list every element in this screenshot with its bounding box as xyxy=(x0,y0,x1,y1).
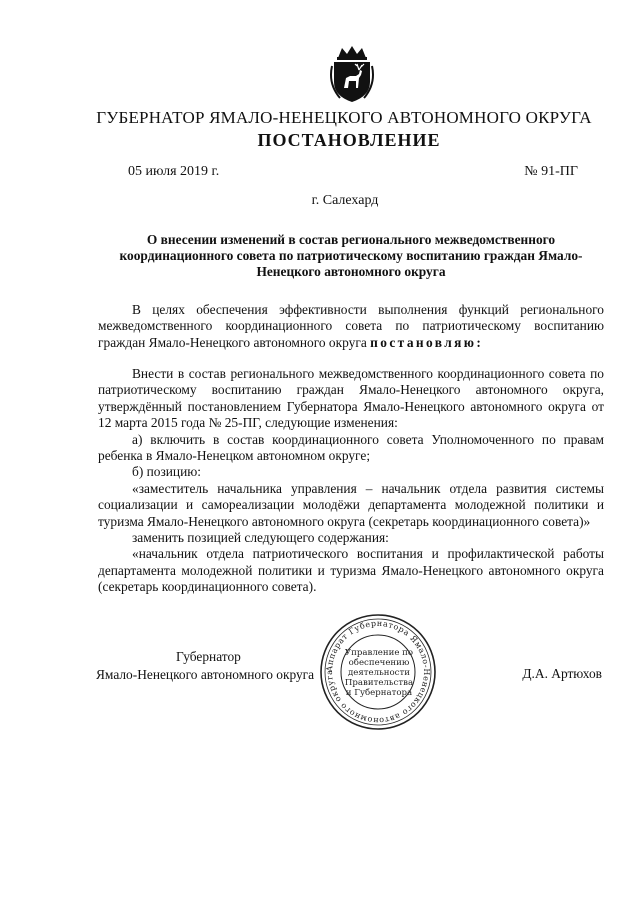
stamp-line: Управление по xyxy=(344,648,414,658)
document-city: г. Салехард xyxy=(311,193,379,208)
stamp-line: и Губернатора xyxy=(345,688,413,698)
document-title: О внесении изменений в состав регионального межведомственного координационного совета по патриотическому воспитанию граждан Ямало-Ненецкого автономного округа xyxy=(119,232,583,279)
body-paragraph-b: б) позицию: xyxy=(132,464,201,480)
stamp-line: обеспечению xyxy=(348,658,410,668)
document-date: 05 июля 2019 г. xyxy=(128,164,220,179)
preamble-text: В целях обеспечения эффективности выполнения функций регионального межведомственного координационного совета по патриотическому воспитанию граждан Ямало-Ненецкого автономного округа xyxy=(98,302,604,350)
body-paragraph-main: Внести в состав регионального межведомственного координационного совета по патриотическому воспитанию граждан Ямало-Ненецкого автономного округа, утверждённый постановлением Губернатора Ямало-Ненецкого автономного округа от 12 марта 2015 года № 25-ПГ, следующие изменения: xyxy=(98,366,604,431)
body-paragraph-old-position: «заместитель начальника управления – начальник отдела развития системы социализации и самореализации молодёжи департамента молодежной политики и туризма Ямало-Ненецкого автономного округа (секретарь координационного совета)» xyxy=(98,480,604,529)
signatory-name: Д.А. Артюхов xyxy=(522,666,602,681)
stamp-ring-text: Аппарат Губернатора Ямало-Ненецкого автономного округа xyxy=(324,618,432,726)
coat-of-arms-icon xyxy=(328,44,376,104)
stamp-line: деятельности xyxy=(348,668,410,678)
preamble-paragraph xyxy=(98,302,604,351)
signatory-position xyxy=(96,648,336,684)
decree-word: постановляю: xyxy=(370,334,484,350)
preamble xyxy=(98,302,604,351)
document-type: ПОСТАНОВЛЕНИЕ xyxy=(257,130,441,150)
body-paragraph-replace: заменить позицией следующего содержания: xyxy=(132,530,389,546)
document-number: № 91-ПГ xyxy=(524,164,578,179)
signatory-position-line2: Ямало-Ненецкого автономного округа xyxy=(96,667,315,682)
body-paragraph-a: а) включить в состав координационного совета Уполномоченного по правам ребенка в Ямало-Ненецком автономном округе; xyxy=(98,431,604,464)
official-stamp xyxy=(318,612,438,732)
issuer-title: ГУБЕРНАТОР ЯМАЛО-НЕНЕЦКОГО АВТОНОМНОГО ОКРУГА xyxy=(96,108,592,127)
signatory-position-line1: Губернатор xyxy=(176,649,241,664)
stamp-center-text xyxy=(345,648,413,698)
stamp-center xyxy=(318,612,438,732)
stamp-line: Правительства xyxy=(344,678,414,688)
decree-body xyxy=(98,366,604,596)
body-paragraph-new-position: «начальник отдела патриотического воспитания и профилактической работы департамента молодежной политики и туризма Ямало-Ненецкого автономного округа (секретарь координационного совета). xyxy=(98,546,604,595)
